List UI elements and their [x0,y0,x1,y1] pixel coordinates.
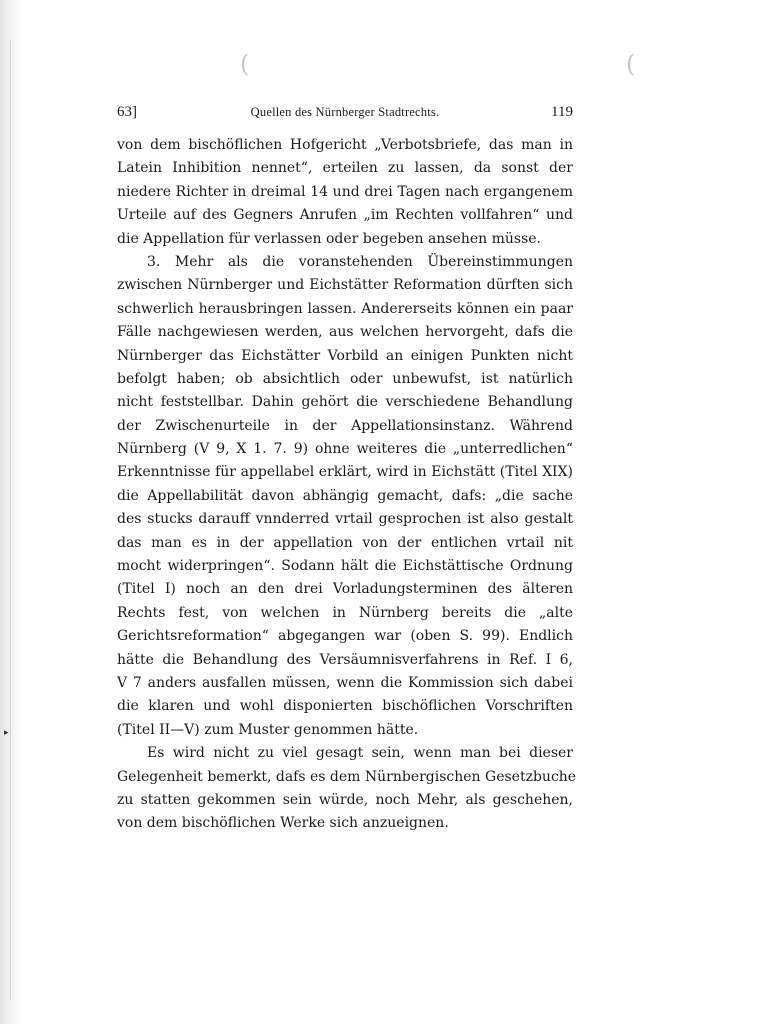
text-line: Nürnberger das Eichstätter Vorbild an einigen Punkten nicht [117,347,573,364]
text-line: zu statten gekommen sein würde, noch Mehr, als geschehen, [117,791,573,808]
page-number: 119 [551,104,573,120]
text-line: von dem bischöflichen Werke sich anzueignen. [117,815,449,832]
text-line: das man es in der appellation von der entlichen vrtail nit [117,534,573,551]
text-line: (Titel II—V) zum Muster genommen hätte. [117,721,419,738]
text-line: Es wird nicht zu viel gesagt sein, wenn man bei dieser [147,745,573,762]
text-line: Gerichtsreformation“ abgegangen war (oben S. 99). Endlich [117,628,573,645]
text-line: 3. Mehr als die voranstehenden Übereinstimmungen [147,253,573,270]
scan-edge-shadow [0,0,22,1024]
margin-parenthesis-right: ( [626,50,636,78]
text-line: die Appellation für verlassen oder begeben ansehen müsse. [117,230,541,247]
text-line: (Titel I) noch an den drei Vorladungsterminen des älteren [117,581,573,598]
text-line: des stucks darauff vnnderred vrtail gesprochen ist also gestalt [117,511,573,528]
text-line: Gelegenheit bemerkt, dafs es dem Nürnbergischen Gesetzbuche [117,768,577,785]
running-title: Quellen des Nürnberger Stadtrechts. [250,105,440,119]
text-line: von dem bischöflichen Hofgericht „Verbotsbriefe, das man in [117,137,573,153]
text-line: Fälle nachgewiesen werden, aus welchen hervorgeht, dafs die [117,324,573,341]
paragraph-1 [117,134,573,251]
page-reference: 63] [117,104,137,120]
text-line: befolgt haben; ob absichtlich oder unbewufst, ist natürlich [117,370,573,387]
text-line: die Appellabilität davon abhängig gemacht, dafs: „die sache [117,487,573,504]
text-line: nicht feststellbar. Dahin gehört die verschiedene Behandlung [117,394,573,411]
margin-arrow-mark: ▸ [4,728,9,738]
paragraph-2 [117,251,573,742]
margin-parenthesis-left: ( [240,50,250,78]
text-line: Erkenntnisse für appellabel erklärt, wird in Eichstätt (Titel XIX) [117,464,573,481]
text-line: niedere Richter in dreimal 14 und drei Tagen nach ergangenem [117,183,573,200]
scan-binding-line [10,40,11,1000]
text-line: Nürnberg (V 9, X 1. 7. 9) ohne weiteres die „unterredlichen“ [117,441,573,458]
text-line: V 7 anders ausfallen müssen, wenn die Kommission sich dabei [117,674,573,691]
text-line: schwerlich herausbringen lassen. Andererseits können ein paar [117,300,573,317]
text-line: der Zwischenurteile in der Appellationsinstanz. Während [117,417,573,434]
text-line: Rechts fest, von welchen in Nürnberg bereits die „alte [117,604,573,621]
page-body [117,134,577,836]
paragraph-3 [117,742,577,836]
page-header [117,104,573,134]
text-line: Latein Inhibition nennet“, erteilen zu lassen, da sonst der [117,160,573,177]
text-line: hätte die Behandlung des Versäumnisverfahrens in Ref. I 6, [117,651,573,668]
book-page [117,104,577,836]
text-line: Urteile auf des Gegners Anrufen „im Rechten vollfahren“ und [117,207,573,224]
text-line: zwischen Nürnberger und Eichstätter Reformation dürften sich [117,277,573,294]
text-line: die klaren und wohl disponierten bischöflichen Vorschriften [117,698,573,715]
text-line: mocht widerpringen“. Sodann hält die Eichstättische Ordnung [117,558,573,575]
